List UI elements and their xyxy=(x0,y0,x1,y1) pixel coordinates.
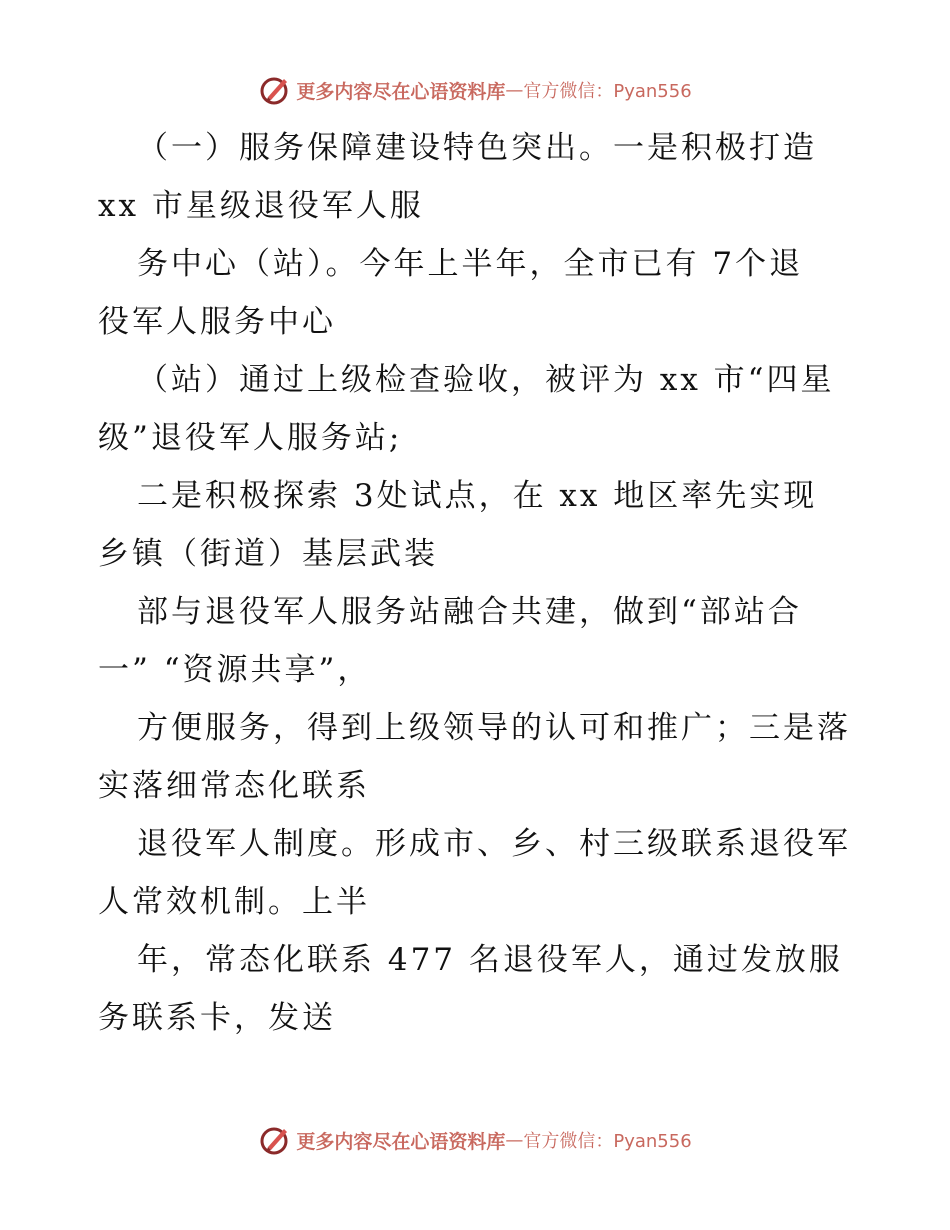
text-line: 务中心（站）。今年上半年，全市已有 7个退 xyxy=(137,246,804,282)
banner-dash: — xyxy=(505,1129,524,1151)
text-line: 役军人服务中心 xyxy=(98,304,336,340)
text-line: 一” “资源共享”， xyxy=(98,652,372,688)
banner-dash: — xyxy=(505,79,524,101)
text-line: xx 市星级退役军人服 xyxy=(98,188,424,224)
text-line: 二是积极探索 3处试点，在 xx 地区率先实现 xyxy=(137,478,818,514)
text-line: （一）服务保障建设特色突出。一是积极打造 xyxy=(137,130,817,166)
text-line: （站）通过上级检查验收，被评为 xx 市“四星 xyxy=(137,362,835,398)
banner-main-text: 更多内容尽在心语资料库 xyxy=(296,80,506,103)
banner-sub-text: 官方微信：Pyan556 xyxy=(523,81,692,102)
footer-watermark xyxy=(0,1120,950,1160)
banner-sub-text: 官方微信：Pyan556 xyxy=(523,1131,692,1152)
text-line: 年，常态化联系 477 名退役军人，通过发放服 xyxy=(137,942,843,978)
text-line: 人常效机制。上半 xyxy=(98,884,370,920)
text-line: 实落细常态化联系 xyxy=(98,768,370,804)
pen-logo-icon xyxy=(258,1123,292,1157)
text-line: 方便服务，得到上级领导的认可和推广；三是落 xyxy=(137,710,851,746)
banner-main-text: 更多内容尽在心语资料库 xyxy=(296,1130,506,1153)
text-line: 退役军人制度。形成市、乡、村三级联系退役军 xyxy=(137,826,851,862)
text-line: 级”退役军人服务站; xyxy=(98,420,403,456)
text-line: 部与退役军人服务站融合共建，做到“部站合 xyxy=(137,594,802,630)
text-line: 乡镇（街道）基层武装 xyxy=(98,536,438,572)
text-line: 务联系卡，发送 xyxy=(98,1000,336,1036)
